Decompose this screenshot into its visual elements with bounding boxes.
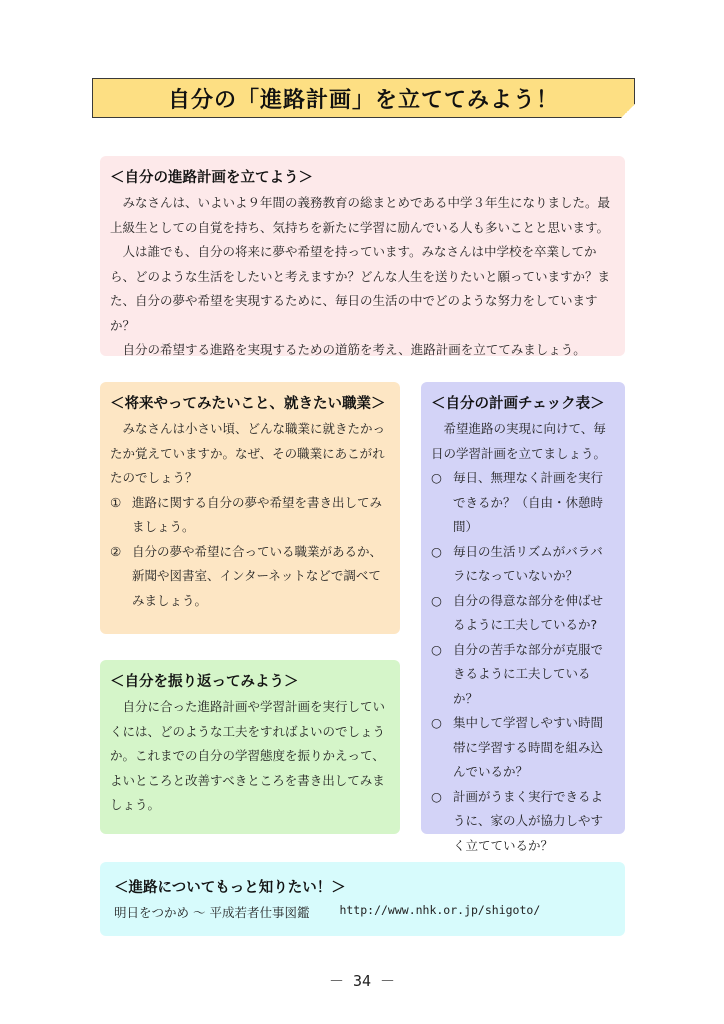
check-box [421,382,625,853]
check-heading: ＜自分の計画チェック表＞ [431,396,605,412]
checklist-item-text: 自分の得意な部分を伸ばせるように工夫しているか? [453,592,604,632]
checklist-item-text: 毎日、無理なく計画を実行できるか？（自由・休憩時間） [453,470,604,534]
page-number: － 34 － [328,972,396,990]
intro-heading: ＜自分の進路計画を立てよう＞ [110,170,313,186]
circle-marker: ○ [431,543,442,559]
career-paragraph: みなさんは小さい頃、どんな職業に就きたかったか覚えていますか。なぜ、その職業にあこがれたのでしょう？ [110,421,386,485]
list-item-text: 進路に関する自分の夢や希望を書き出してみましょう。 [132,494,383,534]
career-box [100,382,400,634]
checklist-item [431,711,615,785]
reflect-heading: ＜自分を振り返ってみよう＞ [110,674,299,690]
intro-box [100,156,625,356]
intro-paragraph-1: みなさんは、いよいよ９年間の義務教育の総まとめである中学３年生になりました。最上級生としての自覚を持ち、気持ちを新たに学習に励んでいる人も多いことと思います。 [110,195,611,235]
list-marker: ② [110,543,122,559]
circle-marker: ○ [431,641,442,657]
more-info-heading: ＜進路についてもっと知りたい！＞ [114,880,346,896]
checklist-item-text: 自分の苦手な部分が克服できるように工夫しているか？ [453,641,604,706]
list-marker: ① [110,494,122,510]
list-item [110,491,390,540]
folded-corner [621,104,635,118]
reflect-paragraph: 自分に合った進路計画や学習計画を実行していくには、どのような工夫をすればよいのでしょうか。これまでの自分の学習態度を振りかえって、よいところと改善すべきところを書き出してみましょう。 [110,699,386,812]
checklist-item-text: 計画がうまく実行できるように、家の人が協力しやすく立てているか？ [453,788,604,853]
checklist-item [431,638,615,712]
checklist-item [431,466,615,540]
checklist-item-text: 集中して学習しやすい時間帯に学習する時間を組み込んでいるか？ [453,715,604,779]
list-item [110,540,390,614]
circle-marker: ○ [431,592,442,608]
list-item-text: 自分の夢や希望に合っている職業があるか、新聞や図書室、インターネットなどで調べてみましょう。 [132,543,383,608]
intro-paragraph-3: 自分の希望する進路を実現するための道筋を考え、進路計画を立ててみましょう。 [122,342,586,357]
more-info-box [100,862,625,936]
circle-marker: ○ [431,715,442,730]
page-title: 自分の「進路計画」を立ててみよう！ [167,87,559,113]
circle-marker: ○ [431,788,442,804]
resource-title: 明日をつかめ ～ 平成若者仕事図鑑 [114,905,310,920]
intro-paragraph-2: 人は誰でも、自分の将来に夢や希望を持っています。みなさんは中学校を卒業してから、どのような生活をしたいと考えますか？どんな人生を送りたいと願っていますか？また、自分の夢や希望を実現するために、毎日の生活の中でどのような努力をしていますか？ [110,244,611,333]
checklist-item [431,540,615,589]
resource-row [114,903,611,921]
checklist-item [431,589,615,638]
resource-url-link[interactable]: http://www.nhk.or.jp/shigoto/ [339,903,541,917]
reflect-box [100,660,400,834]
check-paragraph: 希望進路の実現に向けて、毎日の学習計画を立てましょう。 [431,421,607,461]
checklist-item [431,785,615,859]
title-banner [92,78,635,118]
checklist-item-text: 毎日の生活リズムがバラバラになっていないか？ [453,543,603,583]
circle-marker: ○ [431,470,442,485]
career-heading: ＜将来やってみたいこと、就きたい職業＞ [110,396,386,412]
